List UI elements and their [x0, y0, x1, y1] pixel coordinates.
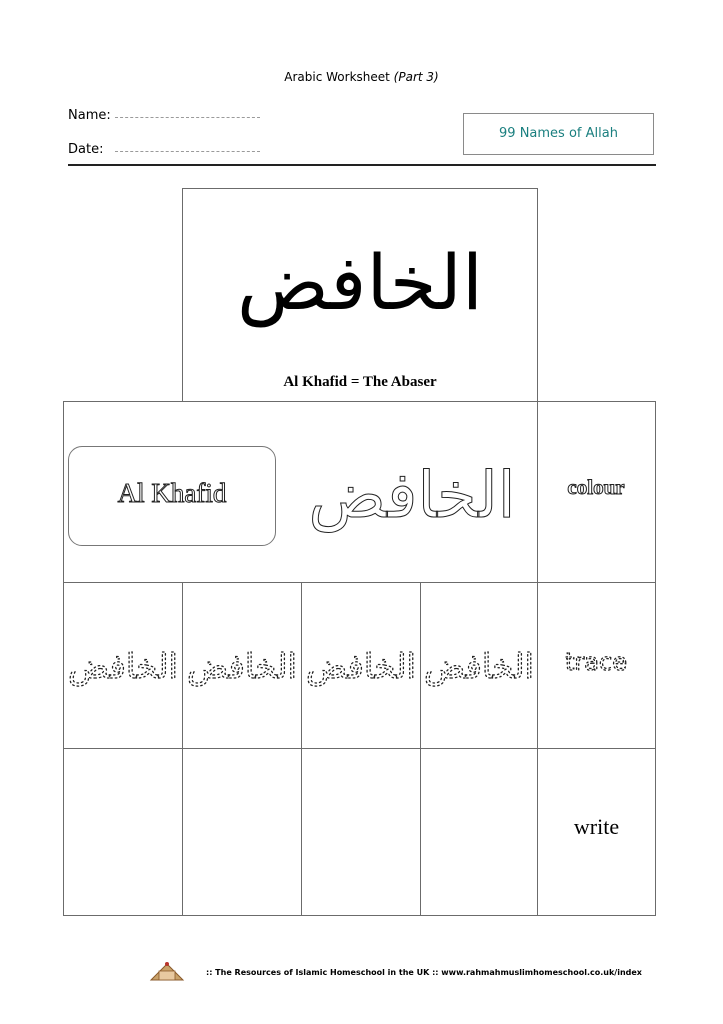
trace-arabic-text: الخافض — [423, 647, 535, 687]
footer-text: :: The Resources of Islamic Homeschool in the UK :: www.rahmahmuslimhomeschool.co.uk/index — [206, 968, 642, 977]
arabic-outline-text: الخافض — [308, 459, 516, 533]
trace-arabic-3[interactable] — [302, 630, 420, 700]
worksheet-title — [0, 70, 723, 84]
trace-arabic-2[interactable] — [183, 630, 301, 700]
arabic-outline-colouring[interactable] — [290, 425, 535, 565]
trace-arabic-text: الخافض — [67, 647, 179, 687]
trace-word — [538, 642, 655, 682]
trace-word-text: trace — [565, 648, 627, 676]
trace-arabic-4[interactable] — [421, 630, 537, 700]
write-word: write — [573, 814, 620, 839]
header-divider — [68, 164, 656, 166]
transliteration-outline — [68, 446, 276, 546]
arabic-name-large: الخافض — [237, 238, 483, 327]
date-field[interactable] — [115, 151, 260, 152]
title-main: Arabic Worksheet — [284, 70, 394, 84]
topic-box: 99 Names of Allah — [463, 113, 654, 155]
transliteration-text: Al Khafid — [117, 478, 227, 508]
colour-word-text: colour — [567, 475, 625, 499]
date-label: Date: — [68, 142, 104, 157]
trace-arabic-text: الخافض — [186, 647, 298, 687]
trace-arabic-1[interactable] — [64, 630, 182, 700]
logo-icon — [147, 960, 187, 982]
trace-arabic-text: الخافض — [305, 647, 417, 687]
write-cell-4[interactable] — [420, 748, 538, 916]
write-cell-3[interactable] — [301, 748, 421, 916]
write-cell-1[interactable] — [63, 748, 183, 916]
colour-word — [538, 470, 655, 504]
name-caption: Al Khafid = The Abaser — [283, 374, 437, 390]
write-cell-2[interactable] — [182, 748, 302, 916]
title-part: (Part 3) — [393, 70, 439, 84]
name-field[interactable] — [115, 117, 260, 118]
name-label: Name: — [68, 108, 111, 123]
